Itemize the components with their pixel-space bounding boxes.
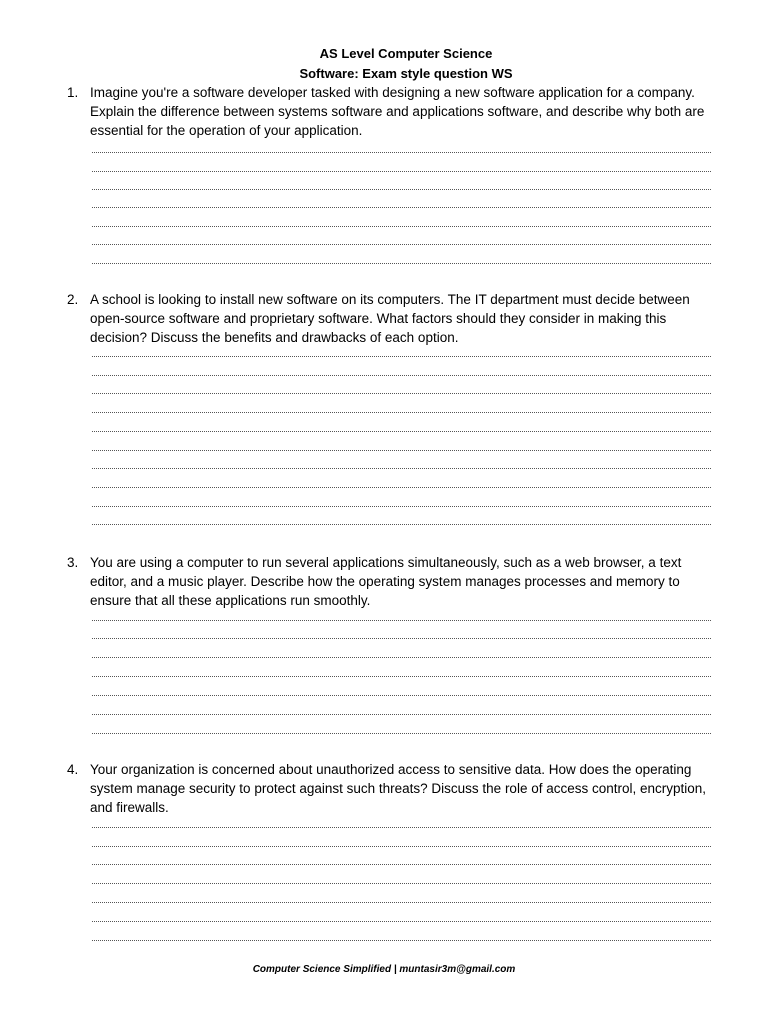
answer-line[interactable] — [92, 657, 711, 658]
answer-line[interactable] — [92, 695, 711, 696]
answer-line[interactable] — [92, 375, 711, 376]
answer-line[interactable] — [92, 171, 711, 172]
question-1 — [0, 83, 768, 273]
question-text: You are using a computer to run several applications simultaneously, such as a web browser, a text editor, and a music player. Describe how the operating system manages processes and memory to ensure that all these applications run smoothly. — [90, 555, 682, 608]
answer-line[interactable] — [92, 487, 711, 488]
answer-line[interactable] — [92, 714, 711, 715]
question-text: Your organization is concerned about unauthorized access to sensitive data. How does the operating system manage security to protect against such threats? Discuss the role of access control, encryption, and firewalls. — [90, 762, 707, 815]
question-number: 1. — [67, 85, 79, 100]
question-number: 2. — [67, 292, 79, 307]
document-subtitle: Software: Exam style question WS — [299, 66, 513, 81]
page-footer: Computer Science Simplified | muntasir3m@gmail.com — [252, 964, 516, 975]
answer-line[interactable] — [92, 412, 711, 413]
answer-line[interactable] — [92, 940, 711, 941]
answer-line[interactable] — [92, 152, 711, 153]
question-2 — [0, 290, 768, 530]
answer-line[interactable] — [92, 431, 711, 432]
answer-line[interactable] — [92, 207, 711, 208]
answer-line[interactable] — [92, 244, 711, 245]
answer-line[interactable] — [92, 733, 711, 734]
answer-line[interactable] — [92, 827, 711, 828]
document-title: AS Level Computer Science — [319, 46, 493, 61]
answer-line[interactable] — [92, 524, 711, 525]
answer-line[interactable] — [92, 620, 711, 621]
question-text: A school is looking to install new software on its computers. The IT department must decide between open-source software and proprietary software. What factors should they consider in making this decision? Discuss the benefits and drawbacks of each option. — [90, 292, 690, 345]
answer-line[interactable] — [92, 864, 711, 865]
question-text: Imagine you're a software developer tasked with designing a new software application for a company. Explain the difference between systems software and applications software, and describe why both are essential for the operation of your application. — [90, 85, 705, 138]
answer-line[interactable] — [92, 393, 711, 394]
answer-line[interactable] — [92, 189, 711, 190]
answer-line[interactable] — [92, 356, 711, 357]
question-number: 4. — [67, 762, 79, 777]
question-4 — [0, 760, 768, 950]
answer-line[interactable] — [92, 676, 711, 677]
answer-line[interactable] — [92, 638, 711, 639]
answer-line[interactable] — [92, 902, 711, 903]
question-3 — [0, 553, 768, 743]
answer-line[interactable] — [92, 450, 711, 451]
answer-line[interactable] — [92, 921, 711, 922]
question-number: 3. — [67, 555, 79, 570]
answer-line[interactable] — [92, 263, 711, 264]
answer-line[interactable] — [92, 846, 711, 847]
answer-line[interactable] — [92, 468, 711, 469]
answer-line[interactable] — [92, 226, 711, 227]
answer-line[interactable] — [92, 883, 711, 884]
answer-line[interactable] — [92, 506, 711, 507]
